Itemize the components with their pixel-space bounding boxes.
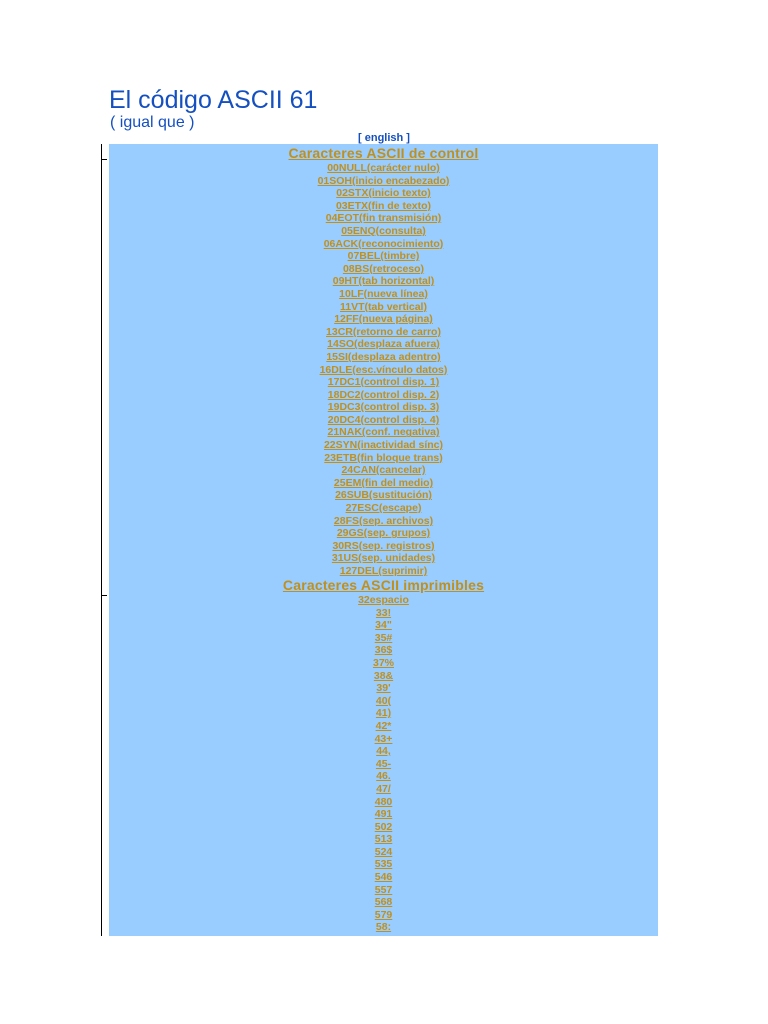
- control-character-row: [109, 238, 658, 251]
- control-character-link[interactable]: 13CR(retorno de carro): [326, 325, 441, 338]
- control-character-row: [109, 552, 658, 565]
- control-character-row: [109, 527, 658, 540]
- printable-character-row: [109, 644, 658, 657]
- control-character-link[interactable]: 00NULL(carácter nulo): [327, 162, 440, 174]
- control-character-link[interactable]: 09HT(tab horizontal): [332, 275, 435, 288]
- printable-character-link[interactable]: 35#: [374, 631, 393, 644]
- control-character-link[interactable]: 12FF(nueva página): [334, 313, 433, 326]
- control-character-link[interactable]: 20DC4(control disp. 4): [327, 413, 440, 426]
- control-character-link[interactable]: 03ETX(fin de texto): [335, 199, 432, 212]
- printable-character-row: [109, 670, 658, 683]
- control-character-link[interactable]: 06ACK(reconocimiento): [323, 237, 444, 250]
- printable-character-row: [109, 909, 658, 922]
- printable-character-row: [109, 833, 658, 846]
- printable-character-row: [109, 607, 658, 620]
- printable-character-row: [109, 657, 658, 670]
- left-border-tick: [101, 159, 107, 160]
- printable-character-link[interactable]: 480: [374, 795, 393, 808]
- printable-character-link[interactable]: 38&: [373, 669, 394, 682]
- printable-character-link[interactable]: 41): [375, 707, 392, 720]
- printable-character-link[interactable]: 39': [376, 682, 391, 695]
- control-character-row: [109, 301, 658, 314]
- printable-character-row: [109, 745, 658, 758]
- printable-character-link[interactable]: 32espacio: [358, 594, 409, 606]
- printable-character-row: [109, 808, 658, 821]
- control-character-row: [109, 250, 658, 263]
- left-border-tick: [101, 595, 107, 596]
- control-character-row: [109, 502, 658, 515]
- control-character-link[interactable]: 15SI(desplaza adentro): [326, 350, 441, 363]
- control-character-row: [109, 225, 658, 238]
- printable-character-link[interactable]: 557: [374, 883, 393, 896]
- control-character-link[interactable]: 19DC3(control disp. 3): [327, 401, 440, 414]
- printable-character-row: [109, 695, 658, 708]
- control-character-link[interactable]: 26SUB(sustitución): [335, 489, 432, 502]
- printable-character-row: [109, 707, 658, 720]
- control-character-row: [109, 426, 658, 439]
- control-character-link[interactable]: 29GS(sep. grupos): [336, 527, 431, 540]
- printable-character-row: [109, 682, 658, 695]
- printable-character-link[interactable]: 579: [374, 908, 393, 921]
- printable-character-link[interactable]: 40(: [375, 694, 392, 707]
- control-character-link[interactable]: 25EM(fin del medio): [333, 476, 434, 489]
- printable-character-link[interactable]: 535: [374, 858, 393, 871]
- english-language-link-label[interactable]: [ english ]: [358, 132, 410, 144]
- control-character-link[interactable]: 14SO(desplaza afuera): [327, 338, 440, 351]
- printable-character-row: [109, 921, 658, 934]
- control-character-link[interactable]: 22SYN(inactividad sínc): [323, 439, 444, 452]
- english-language-link[interactable]: [0, 131, 768, 145]
- control-character-row: [109, 389, 658, 402]
- control-character-row: [109, 364, 658, 377]
- printable-character-link[interactable]: 546: [374, 871, 393, 884]
- printable-character-link[interactable]: 44,: [376, 745, 391, 758]
- control-character-link[interactable]: 31US(sep. unidades): [331, 552, 436, 565]
- control-character-link[interactable]: 127DEL(suprimir): [339, 565, 428, 577]
- printable-character-row: [109, 821, 658, 834]
- control-character-link[interactable]: 28FS(sep. archivos): [333, 514, 434, 527]
- printable-character-row: [109, 871, 658, 884]
- control-character-row: [109, 515, 658, 528]
- printable-section-heading[interactable]: Caracteres ASCII imprimibles: [282, 577, 485, 593]
- printable-character-row: [109, 720, 658, 733]
- control-character-link[interactable]: 02STX(inicio texto): [336, 187, 431, 200]
- page-title: El código ASCII 61: [109, 86, 318, 114]
- printable-character-row: [109, 632, 658, 645]
- printable-character-link[interactable]: 45-: [375, 757, 392, 770]
- page-subtitle: ( igual que ): [110, 114, 195, 131]
- printable-character-link[interactable]: 568: [374, 896, 393, 909]
- printable-character-row: [109, 783, 658, 796]
- control-character-link[interactable]: 30RS(sep. registros): [332, 539, 435, 552]
- printable-character-row: [109, 758, 658, 771]
- control-character-row: [109, 263, 658, 276]
- printable-character-row: [109, 594, 658, 607]
- control-character-link[interactable]: 24CAN(cancelar): [341, 464, 426, 477]
- control-character-link[interactable]: 17DC1(control disp. 1): [327, 376, 440, 389]
- printable-character-link[interactable]: 524: [374, 845, 393, 858]
- left-border-rule: [101, 144, 102, 936]
- control-character-row: [109, 162, 658, 175]
- printable-character-link[interactable]: 513: [374, 833, 393, 846]
- control-character-row: [109, 401, 658, 414]
- control-character-row: [109, 338, 658, 351]
- control-character-row: [109, 439, 658, 452]
- control-character-row: [109, 326, 658, 339]
- control-character-row: [109, 200, 658, 213]
- control-character-link[interactable]: 05ENQ(consulta): [341, 224, 426, 237]
- control-character-link[interactable]: 21NAK(conf. negativa): [327, 426, 440, 439]
- printable-character-link[interactable]: 36$: [374, 644, 393, 657]
- printable-characters-list: [109, 576, 658, 934]
- control-character-row: [109, 376, 658, 389]
- printable-character-link[interactable]: 34": [375, 619, 392, 632]
- control-character-row: [109, 540, 658, 553]
- control-section-heading[interactable]: Caracteres ASCII de control: [288, 145, 479, 161]
- printable-character-link[interactable]: 502: [374, 820, 393, 833]
- control-character-row: [109, 313, 658, 326]
- printable-character-row: [109, 896, 658, 909]
- control-character-link[interactable]: 07BEL(timbre): [347, 250, 420, 263]
- printable-character-row: [109, 770, 658, 783]
- control-character-row: [109, 275, 658, 288]
- printable-character-link[interactable]: 37%: [372, 656, 394, 669]
- printable-character-link[interactable]: 47/: [376, 782, 391, 795]
- printable-character-link[interactable]: 42*: [375, 719, 392, 732]
- control-character-link[interactable]: 16DLE(esc.vínculo datos): [319, 363, 448, 376]
- printable-character-row: [109, 884, 658, 897]
- control-character-row: [109, 452, 658, 465]
- printable-character-link[interactable]: 43+: [374, 732, 393, 745]
- control-character-link[interactable]: 10LF(nueva línea): [339, 287, 428, 300]
- control-character-link[interactable]: 08BS(retroceso): [342, 262, 425, 275]
- control-character-link[interactable]: 23ETB(fin bloque trans): [324, 451, 443, 464]
- control-character-row: [109, 212, 658, 225]
- printable-character-link[interactable]: 33!: [375, 606, 392, 619]
- control-character-row: [109, 351, 658, 364]
- control-character-row: [109, 175, 658, 188]
- printable-character-row: [109, 619, 658, 632]
- control-character-row: [109, 464, 658, 477]
- control-character-link[interactable]: 01SOH(inicio encabezado): [317, 174, 450, 187]
- control-character-row: [109, 187, 658, 200]
- printable-character-row: [109, 733, 658, 746]
- control-character-row: [109, 288, 658, 301]
- printable-character-row: [109, 858, 658, 871]
- control-character-link[interactable]: 04EOT(fin transmisión): [325, 212, 442, 225]
- control-character-link[interactable]: 27ESC(escape): [345, 502, 422, 515]
- control-character-link[interactable]: 18DC2(control disp. 2): [327, 388, 440, 401]
- control-characters-list: [109, 144, 658, 578]
- control-character-row: [109, 414, 658, 427]
- printable-character-link[interactable]: 491: [374, 808, 393, 821]
- ascii-list-panel: [109, 144, 658, 936]
- printable-character-row: [109, 796, 658, 809]
- control-character-link[interactable]: 11VT(tab vertical): [340, 300, 427, 313]
- control-character-row: [109, 489, 658, 502]
- control-character-row: [109, 477, 658, 490]
- printable-character-link[interactable]: 46.: [376, 770, 391, 783]
- printable-character-link[interactable]: 58:: [375, 921, 392, 934]
- printable-character-row: [109, 846, 658, 859]
